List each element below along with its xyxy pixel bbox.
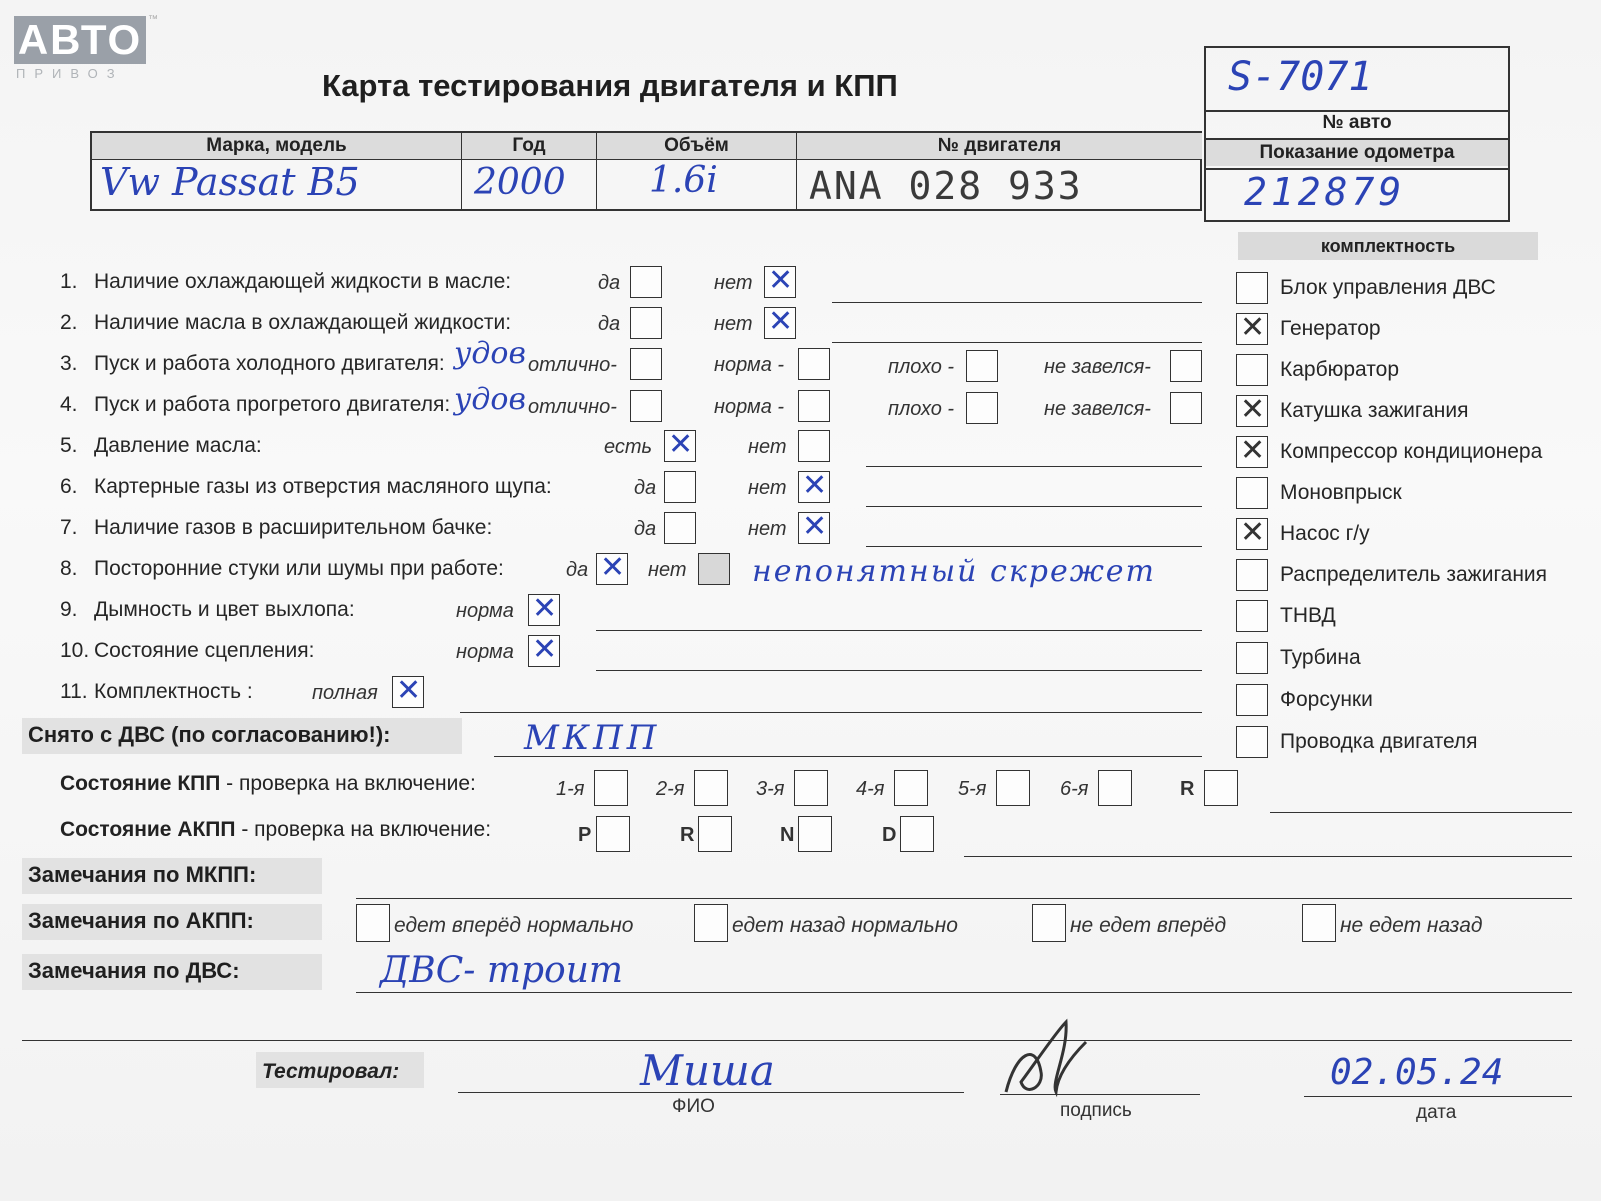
col-year-header: Год xyxy=(462,133,597,159)
kpp-gear-checkbox[interactable] xyxy=(594,770,628,806)
komplektnost-item-label: Форсунки xyxy=(1280,688,1373,711)
q4-normal-checkbox[interactable] xyxy=(798,390,830,422)
tested-by-label: Тестировал: xyxy=(262,1060,400,1083)
auto-info-box xyxy=(1204,46,1510,222)
question-number: 3. xyxy=(60,352,78,375)
year-value: 2000 xyxy=(474,162,566,203)
question-text: Дымность и цвет выхлопа: xyxy=(94,598,355,621)
dvs-remarks-label: Замечания по ДВС: xyxy=(28,958,240,983)
akpp-mode-label: D xyxy=(882,824,897,846)
question-number: 8. xyxy=(60,557,78,580)
logo-brand: АВТО xyxy=(17,16,143,63)
volume-cell xyxy=(597,159,797,209)
kpp-gear-label: 1-я xyxy=(556,778,585,800)
kpp-gear-checkbox[interactable] xyxy=(1204,770,1238,806)
q6-no-checkbox[interactable] xyxy=(798,471,830,503)
akpp-label xyxy=(60,818,491,842)
q7-yes-checkbox[interactable] xyxy=(664,512,696,544)
q7-note-line xyxy=(866,546,1202,547)
akpp-remark-option-label: не едет назад xyxy=(1340,914,1483,937)
question-text: Картерные газы из отверстия масляного щупа: xyxy=(94,475,552,498)
q1-yes-label: да xyxy=(598,272,621,294)
signature-label: подпись xyxy=(1060,1100,1132,1121)
komplektnost-item-label: ТНВД xyxy=(1280,604,1336,627)
akpp-remark-checkbox[interactable] xyxy=(1032,904,1066,942)
question-text: Наличие масла в охлаждающей жидкости: xyxy=(94,311,512,334)
q4-excellent-checkbox[interactable] xyxy=(630,390,662,422)
q6-note-line xyxy=(866,506,1202,507)
akpp-mode-label: N xyxy=(780,824,795,846)
komplektnost-item-label: Компрессор кондиционера xyxy=(1280,440,1543,463)
fio-line xyxy=(458,1092,964,1093)
akpp-mode-checkbox[interactable] xyxy=(900,816,934,852)
q4-excellent-label: отлично- xyxy=(528,396,617,418)
signature-mark xyxy=(996,1012,1106,1112)
q1-yes-checkbox[interactable] xyxy=(630,266,662,298)
akpp-remark-option-label: едет назад нормально xyxy=(732,914,958,937)
q6-yes-checkbox[interactable] xyxy=(664,471,696,503)
kpp-gear-checkbox[interactable] xyxy=(894,770,928,806)
q7-no-label: нет xyxy=(748,518,787,540)
q4-normal-label: норма - xyxy=(714,396,785,418)
kpp-gear-label: R xyxy=(1180,778,1195,800)
q8-yes-checkbox[interactable] xyxy=(596,553,628,585)
q6-yes-label: да xyxy=(634,477,657,499)
kpp-gear-checkbox[interactable] xyxy=(794,770,828,806)
akpp-mode-checkbox[interactable] xyxy=(698,816,732,852)
q5-no-checkbox[interactable] xyxy=(798,430,830,462)
akpp-remark-checkbox[interactable] xyxy=(1302,904,1336,942)
komplektnost-item-label: Катушка зажигания xyxy=(1280,399,1469,422)
akpp-mode-label: R xyxy=(680,824,695,846)
q3-handwritten-note: удов xyxy=(454,336,526,371)
q7-no-checkbox[interactable] xyxy=(798,512,830,544)
akpp-remark-option-label: едет вперёд нормально xyxy=(394,914,634,937)
dvs-remarks-value: ДВС- троит xyxy=(380,950,624,991)
engine-value: ANA 028 933 xyxy=(809,164,1083,208)
akpp-label-bold: Состояние АКПП xyxy=(60,818,236,841)
fio-value: Миша xyxy=(640,1046,775,1095)
q2-no-label: нет xyxy=(714,313,753,335)
question-text: Наличие газов в расширительном бачке: xyxy=(94,516,493,539)
auto-number-label: № авто xyxy=(1322,112,1392,133)
q3-excellent-label: отлично- xyxy=(528,354,617,376)
dvs-remarks-line xyxy=(356,992,1572,993)
komplektnost-item-label: Распределитель зажигания xyxy=(1280,563,1548,586)
komplektnost-item-label: Насос г/у xyxy=(1280,522,1370,545)
question-number: 7. xyxy=(60,516,78,539)
komplektnost-checkbox[interactable] xyxy=(1236,313,1268,345)
q2-yes-label: да xyxy=(598,313,621,335)
q8-yes-label: да xyxy=(566,559,589,581)
komplektnost-checkbox[interactable] xyxy=(1236,684,1268,716)
q11-full-label: полная xyxy=(312,682,378,704)
komplektnost-checkbox[interactable] xyxy=(1236,559,1268,591)
kpp-gear-checkbox[interactable] xyxy=(996,770,1030,806)
page-title: Карта тестирования двигателя и КПП xyxy=(322,68,898,103)
q11-note-line xyxy=(460,712,1202,713)
komplektnost-item-label: Турбина xyxy=(1280,646,1361,669)
col-volume-header: Объём xyxy=(597,133,797,159)
komplektnost-item-label: Моновпрыск xyxy=(1280,481,1402,504)
question-number: 6. xyxy=(60,475,78,498)
q9-note-line xyxy=(596,630,1202,631)
q2-yes-checkbox[interactable] xyxy=(630,307,662,339)
question-number: 9. xyxy=(60,598,78,621)
komplektnost-checkbox[interactable] xyxy=(1236,600,1268,632)
komplektnost-checkbox[interactable] xyxy=(1236,272,1268,304)
q8-handwritten-note: непонятный скрежет xyxy=(752,554,1156,589)
question-number: 10. xyxy=(60,639,90,662)
odometer-label: Показание одометра xyxy=(1206,140,1508,166)
q8-no-label: нет xyxy=(648,559,687,581)
col-engine-header: № двигателя xyxy=(797,133,1202,159)
make-value: Vw Passat B5 xyxy=(100,160,360,204)
logo-tm: ™ xyxy=(148,14,158,25)
q9-normal-label: норма xyxy=(456,600,514,622)
q4-not-started-label: не завелся- xyxy=(1044,398,1151,420)
akpp-remarks-label: Замечания по АКПП: xyxy=(28,908,254,933)
q10-normal-checkbox[interactable] xyxy=(528,635,560,667)
komplektnost-item-label: Карбюратор xyxy=(1280,358,1400,381)
kpp-gear-checkbox[interactable] xyxy=(1098,770,1132,806)
col-make-header: Марка, модель xyxy=(92,133,462,159)
komplektnost-checkbox[interactable] xyxy=(1236,518,1268,550)
question-text: Состояние сцепления: xyxy=(94,639,315,662)
date-label: дата xyxy=(1416,1102,1457,1123)
odometer-value: 212879 xyxy=(1244,170,1406,214)
q4-bad-checkbox[interactable] xyxy=(966,392,998,424)
komplektnost-checkbox[interactable] xyxy=(1236,726,1268,758)
q7-yes-label: да xyxy=(634,518,657,540)
auto-number-value: S-7071 xyxy=(1228,54,1373,100)
q2-no-checkbox[interactable] xyxy=(764,307,796,339)
q6-no-label: нет xyxy=(748,477,787,499)
q2-note-line xyxy=(832,342,1202,343)
kpp-gear-label: 4-я xyxy=(856,778,885,800)
question-number: 2. xyxy=(60,311,78,334)
q10-note-line xyxy=(596,670,1202,671)
kpp-gear-label: 2-я xyxy=(656,778,685,800)
date-value: 02.05.24 xyxy=(1330,1052,1504,1093)
engine-cell xyxy=(797,159,1202,209)
q1-no-checkbox[interactable] xyxy=(764,266,796,298)
question-number: 5. xyxy=(60,434,78,457)
signature-line xyxy=(1000,1094,1200,1095)
q1-no-label: нет xyxy=(714,272,753,294)
volume-value: 1.6i xyxy=(649,160,718,201)
kpp-gear-label: 5-я xyxy=(958,778,987,800)
date-line xyxy=(1304,1096,1572,1097)
akpp-mode-checkbox[interactable] xyxy=(596,816,630,852)
logo xyxy=(14,16,146,64)
komplektnost-item-label: Блок управления ДВС xyxy=(1280,276,1496,299)
make-cell xyxy=(92,159,462,209)
komplektnost-item-label: Генератор xyxy=(1280,317,1381,340)
q3-not-started-label: не завелся- xyxy=(1044,356,1151,378)
kpp-note-line xyxy=(1270,812,1572,813)
question-text: Пуск и работа прогретого двигателя: xyxy=(94,393,451,416)
q4-not-started-checkbox[interactable] xyxy=(1170,392,1202,424)
mkpp-remarks-line xyxy=(356,898,1572,899)
mkpp-remarks-label: Замечания по МКПП: xyxy=(28,862,257,887)
akpp-remark-option-label: не едет вперёд xyxy=(1070,914,1227,937)
kpp-label-bold: Состояние КПП xyxy=(60,772,221,795)
komplektnost-checkbox[interactable] xyxy=(1236,354,1268,386)
logo-subtitle: ПРИВОЗ xyxy=(16,66,124,81)
komplektnost-checkbox[interactable] xyxy=(1236,395,1268,427)
kpp-gear-label: 3-я xyxy=(756,778,785,800)
fio-label: ФИО xyxy=(672,1096,715,1117)
q4-bad-label: плохо - xyxy=(888,398,955,420)
question-text: Давление масла: xyxy=(94,434,262,457)
question-number: 4. xyxy=(60,393,78,416)
komplektnost-checkbox[interactable] xyxy=(1236,436,1268,468)
akpp-label-rest: - проверка на включение: xyxy=(235,818,492,841)
q10-normal-label: норма xyxy=(456,641,514,663)
komplektnost-item-label: Проводка двигателя xyxy=(1280,730,1478,753)
q1-note-line xyxy=(832,302,1202,303)
akpp-remark-checkbox[interactable] xyxy=(356,904,390,942)
kpp-label xyxy=(60,772,476,796)
q5-no-label: нет xyxy=(748,436,787,458)
q4-handwritten-note: удов xyxy=(454,382,526,417)
question-number: 11. xyxy=(60,680,88,703)
q5-present-label: есть xyxy=(604,436,653,458)
removed-value: МКПП xyxy=(524,718,661,758)
komplektnost-header: комплектность xyxy=(1238,232,1538,260)
q3-normal-label: норма - xyxy=(714,354,785,376)
akpp-note-line xyxy=(964,856,1572,857)
vehicle-header-table xyxy=(90,131,1202,211)
question-text: Наличие охлаждающей жидкости в масле: xyxy=(94,270,512,293)
q11-full-checkbox[interactable] xyxy=(392,676,424,708)
q3-bad-checkbox[interactable] xyxy=(966,350,998,382)
akpp-mode-checkbox[interactable] xyxy=(798,816,832,852)
kpp-gear-label: 6-я xyxy=(1060,778,1089,800)
komplektnost-checkbox[interactable] xyxy=(1236,642,1268,674)
question-text: Комплектность : xyxy=(94,680,253,703)
q5-note-line xyxy=(866,466,1202,467)
question-number: 1. xyxy=(60,270,78,293)
akpp-mode-label: P xyxy=(578,824,592,846)
q3-not-started-checkbox[interactable] xyxy=(1170,350,1202,382)
removed-label: Снято с ДВС (по согласованию!): xyxy=(28,722,391,747)
year-cell xyxy=(462,159,597,209)
q3-excellent-checkbox[interactable] xyxy=(630,348,662,380)
removed-line xyxy=(494,756,1202,757)
q5-present-checkbox[interactable] xyxy=(664,430,696,462)
q9-normal-checkbox[interactable] xyxy=(528,594,560,626)
kpp-gear-checkbox[interactable] xyxy=(694,770,728,806)
kpp-label-rest: - проверка на включение: xyxy=(220,772,476,795)
question-text: Посторонние стуки или шумы при работе: xyxy=(94,557,504,580)
q3-bad-label: плохо - xyxy=(888,356,955,378)
section-divider-line xyxy=(22,1040,1572,1041)
q3-normal-checkbox[interactable] xyxy=(798,348,830,380)
q8-no-checkbox[interactable] xyxy=(698,553,730,585)
komplektnost-checkbox[interactable] xyxy=(1236,477,1268,509)
question-text: Пуск и работа холодного двигателя: xyxy=(94,352,445,375)
akpp-remark-checkbox[interactable] xyxy=(694,904,728,942)
